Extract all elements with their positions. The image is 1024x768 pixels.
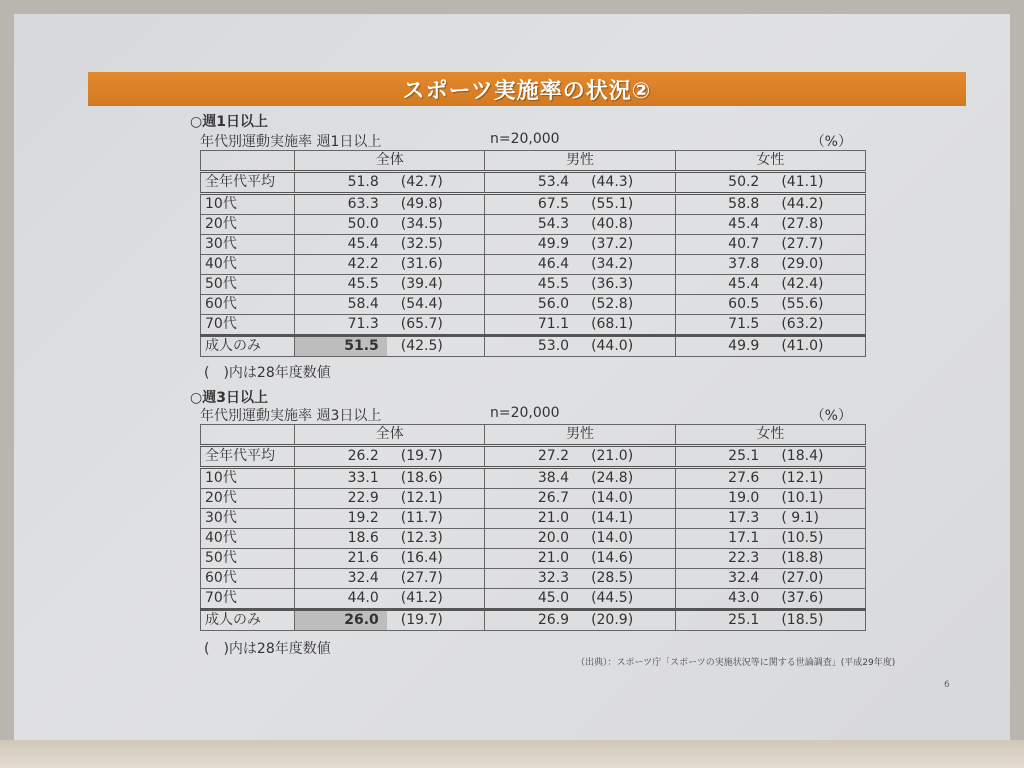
current-value: 33.1: [347, 470, 379, 486]
value-cell: [485, 315, 675, 336]
current-value: 42.2: [347, 256, 379, 272]
row-label: 50代: [201, 275, 295, 295]
previous-year-value: (14.0): [591, 490, 634, 506]
current-value: 54.3: [537, 216, 570, 232]
previous-year-value: (37.2): [591, 236, 634, 252]
current-value: 49.9: [728, 338, 760, 354]
section1-caption: 年代別運動実施率 週1日以上: [200, 134, 382, 150]
value-cell: [485, 275, 675, 295]
value-cell: [295, 509, 485, 529]
previous-year-value: (31.6): [400, 256, 443, 272]
current-value: 45.5: [537, 276, 570, 292]
value-cell: [485, 295, 675, 315]
current-value: 63.3: [347, 196, 379, 212]
slide-title-bar: [88, 72, 966, 106]
value-cell: [675, 569, 865, 589]
screen-bottom-edge: [0, 740, 1024, 768]
column-header: 男性: [485, 151, 675, 172]
previous-year-value: (39.4): [400, 276, 443, 292]
value-cell: [485, 336, 675, 357]
current-value: 45.0: [537, 590, 570, 606]
value-cell: [295, 489, 485, 509]
previous-year-value: (40.8): [591, 216, 634, 232]
value-cell: [675, 255, 865, 275]
current-value: 45.4: [728, 216, 760, 232]
value-cell: [295, 446, 485, 468]
previous-year-value: (19.7): [400, 448, 443, 464]
section1-unit: （%）: [810, 134, 852, 150]
previous-year-value: (42.7): [400, 174, 443, 190]
column-header: 男性: [485, 425, 675, 446]
section2-heading: ○週3日以上: [190, 390, 268, 406]
previous-year-value: (28.5): [591, 570, 634, 586]
value-cell: [485, 194, 675, 215]
section1-note: ( )内は28年度数値: [204, 365, 331, 381]
column-header: 女性: [675, 425, 865, 446]
previous-year-value: (27.7): [781, 236, 824, 252]
previous-year-value: (68.1): [591, 316, 634, 332]
current-value: 26.0: [295, 611, 387, 630]
value-cell: [485, 255, 675, 275]
table-row: [201, 194, 866, 215]
value-cell: [485, 235, 675, 255]
current-value: 17.1: [728, 530, 760, 546]
value-cell: [675, 446, 865, 468]
value-cell: [295, 235, 485, 255]
value-cell: [675, 529, 865, 549]
previous-year-value: (44.0): [591, 338, 634, 354]
value-cell: [295, 529, 485, 549]
current-value: 58.4: [347, 296, 379, 312]
value-cell: [485, 569, 675, 589]
row-label: 全年代平均: [201, 172, 295, 194]
current-value: 26.9: [537, 612, 570, 628]
value-cell: [295, 610, 485, 631]
current-value: 56.0: [537, 296, 570, 312]
previous-year-value: (44.5): [591, 590, 634, 606]
value-cell: [295, 172, 485, 194]
value-cell: [485, 468, 675, 489]
current-value: 43.0: [728, 590, 760, 606]
value-cell: [485, 446, 675, 468]
header-blank-cell: [201, 425, 295, 446]
previous-year-value: (55.1): [591, 196, 634, 212]
previous-year-value: (20.9): [591, 612, 634, 628]
value-cell: [295, 336, 485, 357]
value-cell: [675, 235, 865, 255]
value-cell: [675, 215, 865, 235]
row-label: 60代: [201, 295, 295, 315]
section2-unit: （%）: [810, 408, 852, 424]
value-cell: [485, 509, 675, 529]
previous-year-value: (41.2): [400, 590, 443, 606]
value-cell: [295, 295, 485, 315]
current-value: 53.4: [537, 174, 570, 190]
current-value: 71.1: [537, 316, 570, 332]
row-label: 40代: [201, 255, 295, 275]
table-row: [201, 446, 866, 468]
value-cell: [675, 275, 865, 295]
current-value: 58.8: [728, 196, 760, 212]
previous-year-value: (27.0): [781, 570, 824, 586]
row-label: 70代: [201, 315, 295, 336]
current-value: 45.4: [347, 236, 379, 252]
current-value: 21.0: [537, 550, 570, 566]
current-value: 51.8: [347, 174, 379, 190]
row-label: 成人のみ: [201, 336, 295, 357]
previous-year-value: (36.3): [591, 276, 634, 292]
previous-year-value: (29.0): [781, 256, 824, 272]
previous-year-value: (12.1): [400, 490, 443, 506]
previous-year-value: (14.1): [591, 510, 634, 526]
previous-year-value: (12.3): [400, 530, 443, 546]
previous-year-value: (19.7): [400, 612, 443, 628]
row-label: 10代: [201, 468, 295, 489]
row-label: 成人のみ: [201, 610, 295, 631]
current-value: 22.3: [728, 550, 760, 566]
section2-sample-size: n=20,000: [490, 405, 560, 421]
previous-year-value: (18.4): [781, 448, 824, 464]
value-cell: [485, 215, 675, 235]
table-row: [201, 235, 866, 255]
current-value: 49.9: [537, 236, 570, 252]
current-value: 19.0: [728, 490, 760, 506]
table-row: [201, 315, 866, 336]
previous-year-value: (24.8): [591, 470, 634, 486]
current-value: 44.0: [347, 590, 379, 606]
current-value: 46.4: [537, 256, 570, 272]
value-cell: [675, 295, 865, 315]
previous-year-value: (52.8): [591, 296, 634, 312]
current-value: 37.8: [728, 256, 760, 272]
section2-table: [200, 424, 866, 631]
previous-year-value: (27.7): [400, 570, 443, 586]
previous-year-value: (44.3): [591, 174, 634, 190]
section2-caption: 年代別運動実施率 週3日以上: [200, 408, 382, 424]
value-cell: [485, 610, 675, 631]
current-value: 51.5: [295, 337, 387, 356]
current-value: 32.4: [728, 570, 760, 586]
value-cell: [295, 194, 485, 215]
value-cell: [675, 468, 865, 489]
previous-year-value: (37.6): [781, 590, 824, 606]
row-label: 10代: [201, 194, 295, 215]
value-cell: [295, 275, 485, 295]
value-cell: [295, 315, 485, 336]
row-label: 40代: [201, 529, 295, 549]
page-number: 6: [944, 680, 950, 690]
current-value: 50.2: [728, 174, 760, 190]
current-value: 25.1: [728, 612, 760, 628]
value-cell: [485, 589, 675, 610]
value-cell: [675, 489, 865, 509]
previous-year-value: (10.5): [781, 530, 824, 546]
previous-year-value: (18.5): [781, 612, 824, 628]
value-cell: [295, 215, 485, 235]
previous-year-value: (18.6): [400, 470, 443, 486]
value-cell: [485, 549, 675, 569]
table-header-row: [201, 151, 866, 172]
section1-caption-row: [200, 131, 864, 149]
table-row: [201, 569, 866, 589]
previous-year-value: (27.8): [781, 216, 824, 232]
source-citation: （出典）：スポーツ庁「スポーツの実施状況等に関する世論調査」(平成29年度): [576, 658, 896, 668]
previous-year-value: (54.4): [400, 296, 443, 312]
row-label: 70代: [201, 589, 295, 610]
table-row: [201, 489, 866, 509]
value-cell: [485, 529, 675, 549]
value-cell: [295, 468, 485, 489]
header-blank-cell: [201, 151, 295, 172]
row-label: 50代: [201, 549, 295, 569]
section2-note: ( )内は28年度数値: [204, 641, 331, 657]
previous-year-value: (32.5): [400, 236, 443, 252]
current-value: 27.6: [728, 470, 760, 486]
previous-year-value: (10.1): [781, 490, 824, 506]
current-value: 60.5: [728, 296, 760, 312]
previous-year-value: (44.2): [781, 196, 824, 212]
current-value: 67.5: [537, 196, 570, 212]
row-label: 全年代平均: [201, 446, 295, 468]
previous-year-value: (41.0): [781, 338, 824, 354]
value-cell: [675, 610, 865, 631]
value-cell: [675, 315, 865, 336]
row-label: 30代: [201, 509, 295, 529]
previous-year-value: (12.1): [781, 470, 824, 486]
previous-year-value: ( 9.1): [781, 510, 819, 526]
current-value: 27.2: [537, 448, 570, 464]
value-cell: [295, 569, 485, 589]
previous-year-value: (41.1): [781, 174, 824, 190]
column-header: 全体: [295, 425, 485, 446]
section1-heading: ○週1日以上: [190, 114, 268, 130]
current-value: 71.5: [728, 316, 760, 332]
value-cell: [675, 509, 865, 529]
row-label: 20代: [201, 489, 295, 509]
previous-year-value: (14.6): [591, 550, 634, 566]
value-cell: [675, 194, 865, 215]
table-row: [201, 255, 866, 275]
table-row: [201, 589, 866, 610]
value-cell: [295, 589, 485, 610]
previous-year-value: (55.6): [781, 296, 824, 312]
table-row: [201, 336, 866, 357]
table-row: [201, 529, 866, 549]
value-cell: [295, 549, 485, 569]
value-cell: [675, 549, 865, 569]
current-value: 22.9: [347, 490, 379, 506]
section1-table: [200, 150, 866, 357]
row-label: 30代: [201, 235, 295, 255]
table-row: [201, 275, 866, 295]
previous-year-value: (14.0): [591, 530, 634, 546]
current-value: 71.3: [347, 316, 379, 332]
previous-year-value: (34.2): [591, 256, 634, 272]
row-label: 60代: [201, 569, 295, 589]
previous-year-value: (21.0): [591, 448, 634, 464]
row-label: 20代: [201, 215, 295, 235]
previous-year-value: (34.5): [400, 216, 443, 232]
table-row: [201, 610, 866, 631]
current-value: 26.7: [537, 490, 570, 506]
value-cell: [675, 172, 865, 194]
current-value: 40.7: [728, 236, 760, 252]
previous-year-value: (49.8): [400, 196, 443, 212]
slide-title: スポーツ実施率の状況②: [402, 78, 652, 104]
current-value: 18.6: [347, 530, 379, 546]
section1-sample-size: n=20,000: [490, 131, 560, 147]
previous-year-value: (18.8): [781, 550, 824, 566]
current-value: 20.0: [537, 530, 570, 546]
current-value: 21.0: [537, 510, 570, 526]
current-value: 32.4: [347, 570, 379, 586]
value-cell: [295, 255, 485, 275]
table-header-row: [201, 425, 866, 446]
current-value: 26.2: [347, 448, 379, 464]
current-value: 19.2: [347, 510, 379, 526]
table-row: [201, 549, 866, 569]
current-value: 21.6: [347, 550, 379, 566]
current-value: 53.0: [537, 338, 570, 354]
current-value: 25.1: [728, 448, 760, 464]
table-row: [201, 172, 866, 194]
column-header: 女性: [675, 151, 865, 172]
current-value: 45.5: [347, 276, 379, 292]
table-row: [201, 215, 866, 235]
previous-year-value: (42.4): [781, 276, 824, 292]
value-cell: [485, 489, 675, 509]
current-value: 50.0: [347, 216, 379, 232]
value-cell: [485, 172, 675, 194]
value-cell: [675, 589, 865, 610]
previous-year-value: (63.2): [781, 316, 824, 332]
table-row: [201, 509, 866, 529]
previous-year-value: (16.4): [400, 550, 443, 566]
previous-year-value: (11.7): [400, 510, 443, 526]
section2-caption-row: [200, 405, 864, 423]
current-value: 32.3: [537, 570, 570, 586]
previous-year-value: (42.5): [400, 338, 443, 354]
current-value: 17.3: [728, 510, 760, 526]
column-header: 全体: [295, 151, 485, 172]
slide: [14, 14, 1010, 740]
table-row: [201, 468, 866, 489]
current-value: 38.4: [537, 470, 570, 486]
value-cell: [675, 336, 865, 357]
current-value: 45.4: [728, 276, 760, 292]
previous-year-value: (65.7): [400, 316, 443, 332]
table-row: [201, 295, 866, 315]
